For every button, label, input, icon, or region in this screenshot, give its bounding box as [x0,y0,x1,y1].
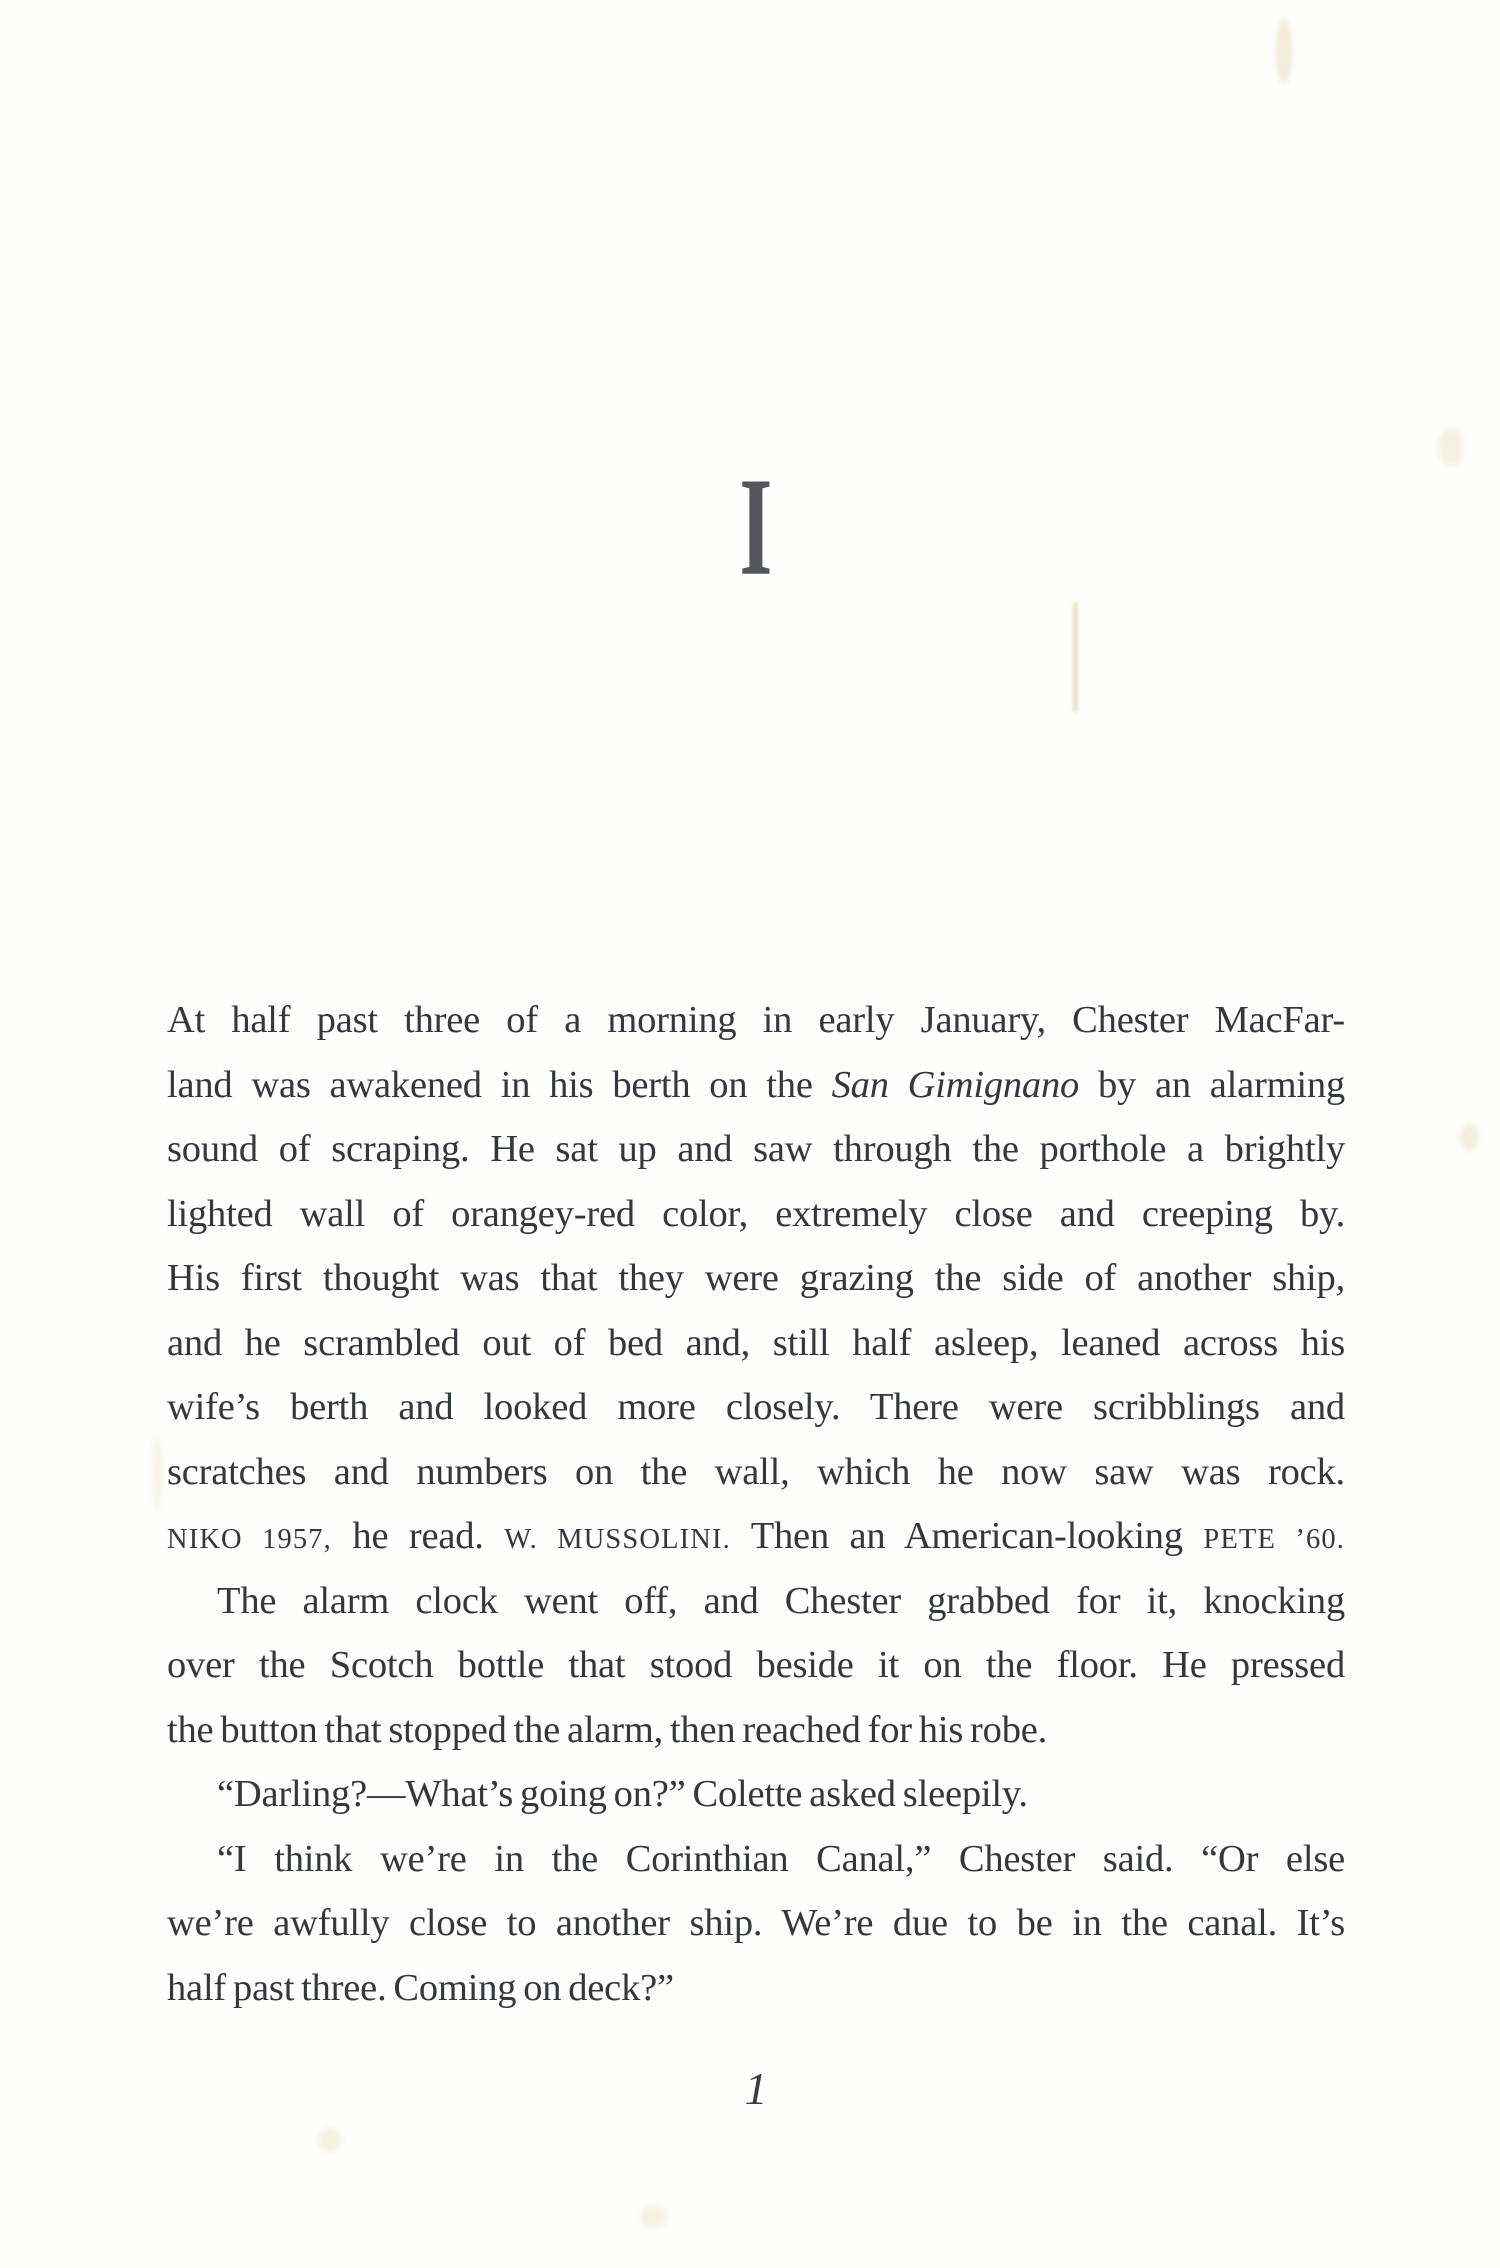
text-line [167,1698,1345,1763]
scan-smudge-streak [1073,602,1078,712]
text-line [167,988,1345,1053]
scan-smudge [1276,18,1292,84]
chapter-number [167,448,1345,605]
text-line [167,1956,1345,2021]
body-text: lighted wall of orangey-red color, extremely close and creeping by. [167,1192,1345,1235]
body-text: “I think we’re in the Corinthian Canal,” Chester said. “Or else [217,1837,1345,1880]
body-text: scratches and numbers on the wall, which he now saw was rock. [167,1450,1345,1493]
body-text: land was awakened in his berth on the [167,1063,832,1106]
text-line [167,1827,1345,1892]
text-line [167,1891,1345,1956]
text-line [167,1053,1345,1118]
body-text: “Darling?—What’s going on?” Colette asked sleepily. [217,1773,1028,1815]
scan-smudge [640,2205,668,2229]
text-line [167,1117,1345,1182]
text-block [167,988,1345,2020]
scan-smudge [152,1435,162,1510]
body-text: At half past three of a morning in early January, Chester MacFar- [167,999,1345,1041]
body-text: sound of scraping. He sat up and saw through the porthole a brightly [167,1128,1345,1170]
chapter-numeral: I [739,448,773,605]
scan-smudge [318,2128,342,2152]
text-line [167,1504,1345,1569]
scan-smudge [1438,428,1464,466]
text-line [167,1246,1345,1311]
body-text: half past three. Coming on deck?” [167,1966,674,2009]
body-text: by an alarming [1079,1063,1345,1106]
body-text: Then an American-looking [730,1515,1204,1557]
scan-smudge [1460,1124,1480,1150]
text-line [167,1569,1345,1634]
body-text: over the Scotch bottle that stood beside it on the floor. He pressed [167,1644,1345,1686]
text-line [167,1311,1345,1376]
text-line [167,1633,1345,1698]
smallcaps-text: PETE ’60. [1203,1524,1345,1555]
body-text: he read. [331,1515,505,1557]
text-line [167,1762,1345,1827]
body-text: His first thought was that they were grazing the side of another ship, [167,1257,1345,1299]
italic-text: San Gimignano [831,1063,1080,1106]
body-text: wife’s berth and looked more closely. There were scribblings and [167,1386,1345,1428]
text-line [167,1440,1345,1505]
text-line [167,1182,1345,1247]
body-text: The alarm clock went off, and Chester grabbed for it, knocking [217,1579,1345,1622]
text-line [167,1375,1345,1440]
smallcaps-text: NIKO 1957, [167,1524,332,1555]
page-number: 1 [744,2063,768,2114]
body-text: we’re awfully close to another ship. We’re due to be in the canal. It’s [167,1902,1345,1944]
smallcaps-text: W. MUSSOLINI. [504,1524,731,1555]
body-text: and he scrambled out of bed and, still half asleep, leaned across his [167,1321,1345,1364]
body-text: the button that stopped the alarm, then reached for his robe. [167,1708,1048,1751]
